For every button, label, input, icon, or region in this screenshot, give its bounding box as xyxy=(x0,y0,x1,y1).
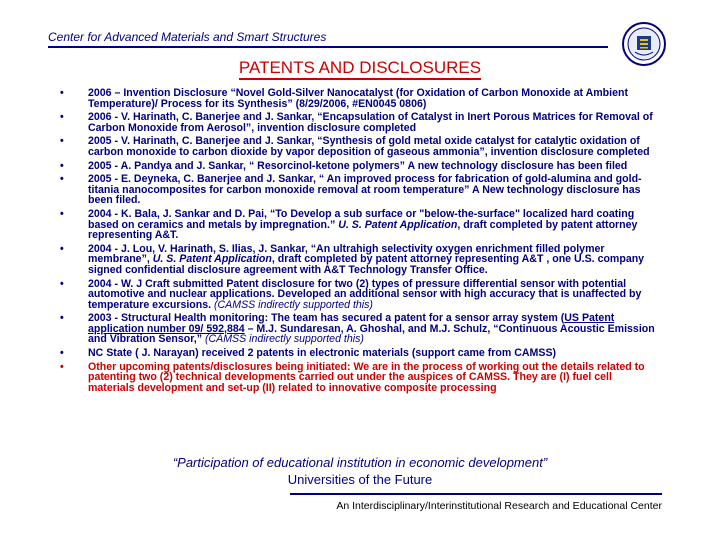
list-item: • 2005 - A. Pandya and J. Sankar, “ Resorcinol-ketone polymers” A new technology disclosure has been filed xyxy=(60,159,628,172)
page-title: PATENTS AND DISCLOSURES xyxy=(0,58,720,78)
list-item: • 2005 - V. Harinath, C. Banerjee and J. Sankar, “Synthesis of gold metal oxide catalyst for catalytic oxidation of carbon monoxide to carbon dioxide by vapor deposition of gaseous ammonia”, invention disclosure completed xyxy=(60,135,650,158)
list-item: • NC State ( J. Narayan) received 2 patents in electronic materials (support came from CAMSS) xyxy=(60,347,557,360)
list-item: • 2004 - K. Bala, J. Sankar and D. Pai, “To Develop a sub surface or "below-the-surface" localized hard coating based on ceramics and metals by impregnation.” U. S. Patent Application, draft completed by patent attorney representing A&T. xyxy=(60,207,638,242)
list-item: • 2005 - E. Deyneka, C. Banerjee and J. Sankar, “ An improved process for fabrication of gold-alumina and gold-titania nanocomposites for carbon monoxide removal at room temperature” A New technology disclosure has been filed. xyxy=(60,173,642,207)
header-org-name: Center for Advanced Materials and Smart Structures xyxy=(48,30,327,44)
list-item: • 2006 – Invention Disclosure “Novel Gold-Silver Nanocatalyst (for Oxidation of Carbon Monoxide at Ambient Temperature)/ Process for its Synthesis” (8/29/2006, #EN0045 0806) xyxy=(60,87,628,110)
footer-rule xyxy=(290,493,662,495)
patent-list xyxy=(60,88,660,396)
footer-text: An Interdisciplinary/Interinstitutional Research and Educational Center xyxy=(336,500,662,512)
list-item: • 2004 - W. J Craft submitted Patent disclosure for two (2) types of pressure differential sensor with potential automotive and nuclear applications. Developed an additional sensor with high accuracy that is unaffected by temperature excursions. (CAMSS indirectly supported this) xyxy=(60,277,642,311)
patent-number-link: US Patent application number 09/ 592,884 xyxy=(88,312,615,335)
list-item: • Other upcoming patents/disclosures being initiated: We are in the process of working out the details related to patenting two (2) technical developments carried out under the auspices of CAMSS. They are (I) fuel cell materials development and set-up (II) related to innovative composite processing xyxy=(60,360,645,394)
quote: “Participation of educational institution in economic development” xyxy=(172,455,548,470)
quote-subtitle: Universities of the Future xyxy=(287,472,433,487)
header-rule xyxy=(48,46,608,48)
list-item: • 2003 - Structural Health monitoring: The team has secured a patent for a sensor array system (US Patent application number 09/ 592,884 – M.J. Sundaresan, A. Ghoshal, and M.J. Schulz, “Continuous Acoustic Emission and Vibration Sensor,” (CAMSS indirectly supported this) xyxy=(60,312,655,346)
list-item: • 2004 - J. Lou, V. Harinath, S. Ilias, J. Sankar, “An ultrahigh selectivity oxygen enrichment filled polymer membrane”, U. S. Patent Application, draft completed by patent attorney representing A&T , one U.S. company signed confidential disclosure agreement with A&T Technology Transfer Office. xyxy=(60,242,645,276)
list-item: • 2006 - V. Harinath, C. Banerjee and J. Sankar, “Encapsulation of Catalyst in Inert Porous Matrices for Removal of Carbon Monoxide from Aerosol”, invention disclosure completed xyxy=(60,111,653,134)
